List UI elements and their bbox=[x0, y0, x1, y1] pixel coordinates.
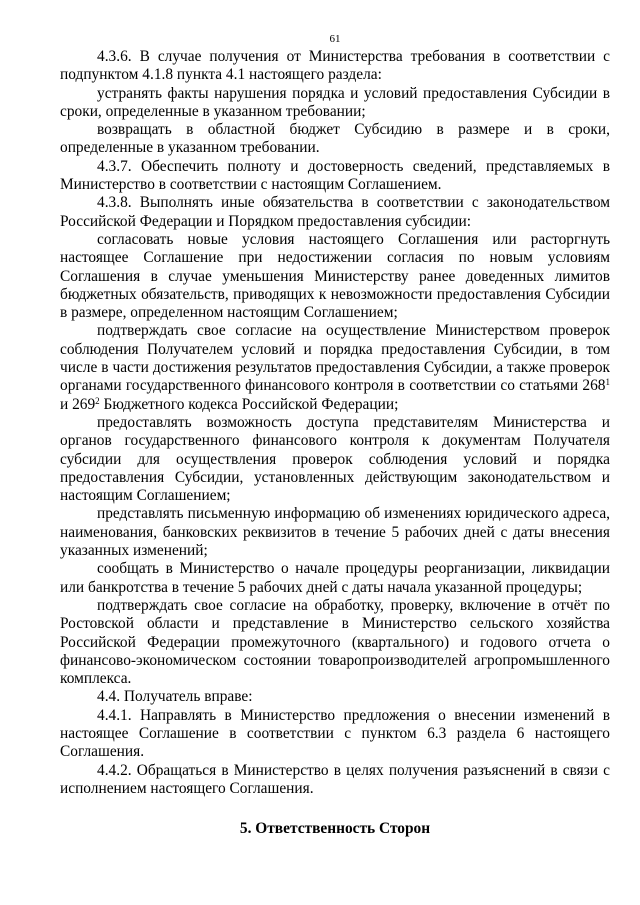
obligation-report-reorganization: сообщать в Министерство о начале процедуры реорганизации, ликвидации или банкротства в течение 5 рабочих дней с даты начала указанной процедуры; bbox=[60, 560, 610, 596]
obligation-return-subsidy: возвращать в областной бюджет Субсидию в размере и в сроки, определенные в указанном требовании. bbox=[60, 121, 610, 157]
obligation-agree-new-terms: согласовать новые условия настоящего Соглашения или расторгнуть настоящее Соглашение при недостижении согласия по новым условиям Соглашения в случае уменьшения Министерству ранее доведенных лимитов бюджетных обязательств, приводящих к невозможности предоставления Субсидии в размере, определенном настоящим Соглашением; bbox=[60, 230, 610, 322]
obligation-consent-verification bbox=[60, 322, 610, 413]
obligation-eliminate-violations: устранять факты нарушения порядка и условий предоставления Субсидии в сроки, определенные в указанном требовании; bbox=[60, 84, 610, 120]
page-number: 61 bbox=[329, 33, 341, 45]
clause-4-3-8: 4.3.8. Выполнять иные обязательства в соответствии с законодательством Российской Федерации и Порядком предоставления субсидии: bbox=[60, 194, 610, 230]
clause-4-4-2: 4.4.2. Обращаться в Министерство в целях получения разъяснений в связи с исполнением настоящего Соглашения. bbox=[60, 761, 610, 797]
document-body bbox=[60, 48, 610, 838]
article-269-superscript: 2 bbox=[95, 395, 100, 406]
obligation-report-changes: представлять письменную информацию об изменениях юридического адреса, наименования, банковских реквизитов в течение 5 рабочих дней с даты внесения указанных изменений; bbox=[60, 505, 610, 560]
section-5-heading: 5. Ответственность Сторон bbox=[239, 820, 431, 838]
obligation-consent-processing: подтверждать свое согласие на обработку, проверку, включение в отчёт по Ростовской области и представление в Министерство сельского хозяйства Российской Федерации промежуточного (квартального) и годового отчета о финансово-экономическом состоянии товаропроизводителей агропромышленного комплекса. bbox=[60, 596, 610, 688]
clause-4-3-6: 4.3.6. В случае получения от Министерства требования в соответствии с подпунктом 4.1.8 пункта 4.1 настоящего раздела: bbox=[60, 48, 610, 84]
obligation-provide-access: предоставлять возможность доступа представителям Министерства и органов государственного финансового контроля к документам Получателя субсидии для осуществления проверок соблюдения условий и порядка предоставления Субсидии, установленных действующим законодательством и настоящим Соглашением; bbox=[60, 413, 610, 505]
article-268-superscript: 1 bbox=[605, 377, 610, 388]
clause-4-4: 4.4. Получатель вправе: bbox=[97, 688, 253, 706]
consent-text-middle: и 269 bbox=[60, 395, 96, 413]
clause-4-4-1: 4.4.1. Направлять в Министерство предложения о внесении изменений в настоящее Соглашение в соответствии с пунктом 6.3 раздела 6 настоящего Соглашения. bbox=[60, 706, 610, 761]
clause-4-3-7: 4.3.7. Обеспечить полноту и достоверность сведений, представляемых в Министерство в соответствии с настоящим Соглашением. bbox=[60, 157, 610, 194]
consent-text-after: Бюджетного кодекса Российской Федерации; bbox=[99, 395, 399, 413]
consent-text-before: подтверждать свое согласие на осуществление Министерством проверок соблюдения Получателем условий и порядка предоставления Субсидии, в том числе в части достижения результатов предоставления Субсидии, а также проверок органами государственного финансового контроля в соответствии со статьями 268 bbox=[60, 322, 610, 395]
